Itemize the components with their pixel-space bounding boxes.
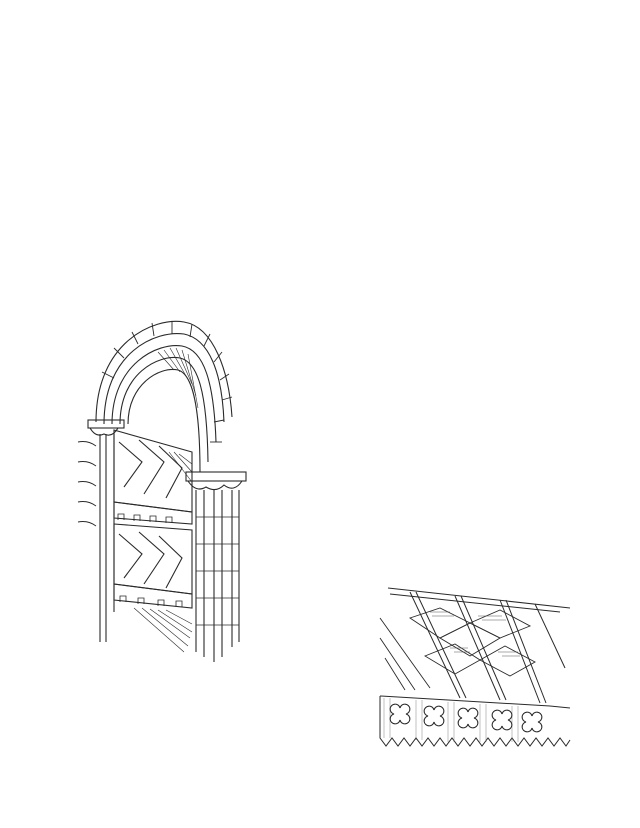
figure-9-illustration	[370, 578, 580, 766]
figure-8-illustration	[74, 312, 249, 667]
